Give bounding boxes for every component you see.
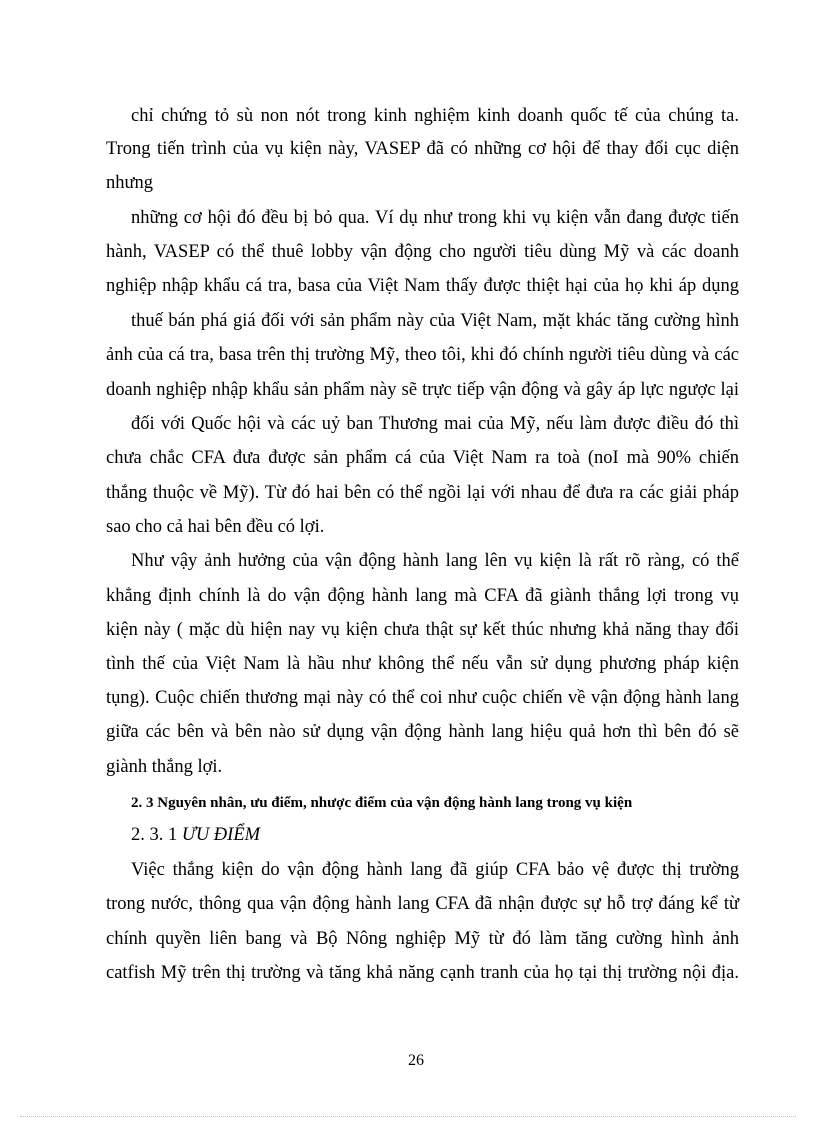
page-number: 26 xyxy=(408,1052,424,1069)
text-line: Việc thắng kiện do vận động hành lang đã giúp CFA bảo vệ được thị trường xyxy=(131,860,739,880)
text-line: những cơ hội đó đều bị bỏ qua. Ví dụ như trong khi vụ kiện vẫn đang được tiến xyxy=(131,208,739,228)
text-line: chỉ chứng tỏ sù non nót trong kinh nghiệm kinh doanh quốc tế của chúng ta. xyxy=(131,106,739,126)
text-line: khẳng định chính là do vận động hành lang mà CFA đã giành thắng lợi trong vụ xyxy=(106,586,739,606)
text-line: giành thắng lợi. xyxy=(106,757,223,777)
text-line: doanh nghiệp nhập khẩu sản phẩm này sẽ trực tiếp vận động và gây áp lực ngược lại xyxy=(106,380,739,400)
section-heading: 2. 3 Nguyên nhân, ưu điểm, nhược điểm của vận động hành lang trong vụ kiện xyxy=(131,795,633,811)
text-line: Trong tiến trình của vụ kiện này, VASEP đã có những cơ hội để thay đổi cục diện xyxy=(106,139,739,159)
text-line: đối với Quốc hội và các uỷ ban Thương mai của Mỹ, nếu làm được điều đó thì xyxy=(131,414,739,434)
text-line: Như vậy ảnh hưởng của vận động hành lang lên vụ kiện là rất rõ ràng, có thể xyxy=(131,551,739,571)
text-line: chưa chắc CFA đưa được sản phẩm cá của Việt Nam ra toà (noI mà 90% chiến xyxy=(106,448,739,468)
text-line: nghiệp nhập khẩu cá tra, basa của Việt Nam thấy được thiệt hại của họ khi áp dụng xyxy=(106,276,739,296)
subsection-heading xyxy=(131,823,260,847)
subsection-title: ƯU ĐIỂM xyxy=(181,825,261,845)
text-line: tụng). Cuộc chiến thương mại này có thể coi như cuộc chiến về vận động hành lang xyxy=(106,688,739,708)
text-line: catfish Mỹ trên thị trường và tăng khả năng cạnh tranh của họ tại thị trường nội địa. xyxy=(106,963,739,983)
text-line: ảnh của cá tra, basa trên thị trường Mỹ, theo tôi, khi đó chính người tiêu dùng và các xyxy=(106,345,739,365)
text-line: nhưng xyxy=(106,173,154,193)
page-border xyxy=(20,1116,796,1117)
text-line: hành, VASEP có thể thuê lobby vận động cho người tiêu dùng Mỹ và các doanh xyxy=(106,242,739,262)
text-line: tình thế của Việt Nam là hầu như không thể nếu vẫn sử dụng phương pháp kiện xyxy=(106,654,739,674)
text-line: chính quyền liên bang và Bộ Nông nghiệp Mỹ từ đó làm tăng cường hình ảnh xyxy=(106,929,739,949)
text-line: trong nước, thông qua vận động hành lang CFA đã nhận được sự hỗ trợ đáng kể từ xyxy=(106,894,739,914)
subsection-number: 2. 3. 1 xyxy=(131,825,182,845)
text-line: sao cho cả hai bên đều có lợi. xyxy=(106,517,325,537)
text-line: kiện này ( mặc dù hiện nay vụ kiện chưa thật sự kết thúc nhưng khả năng thay đổi xyxy=(106,620,739,640)
text-line: thắng thuộc về Mỹ). Từ đó hai bên có thể ngồi lại với nhau để đưa ra các giải pháp xyxy=(106,483,739,503)
text-line: thuế bán phá giá đối với sản phẩm này của Việt Nam, mặt khác tăng cường hình xyxy=(131,311,739,331)
text-line: giữa các bên và bên nào sử dụng vận động hành lang hiệu quả hơn thì bên đó sẽ xyxy=(106,722,739,742)
